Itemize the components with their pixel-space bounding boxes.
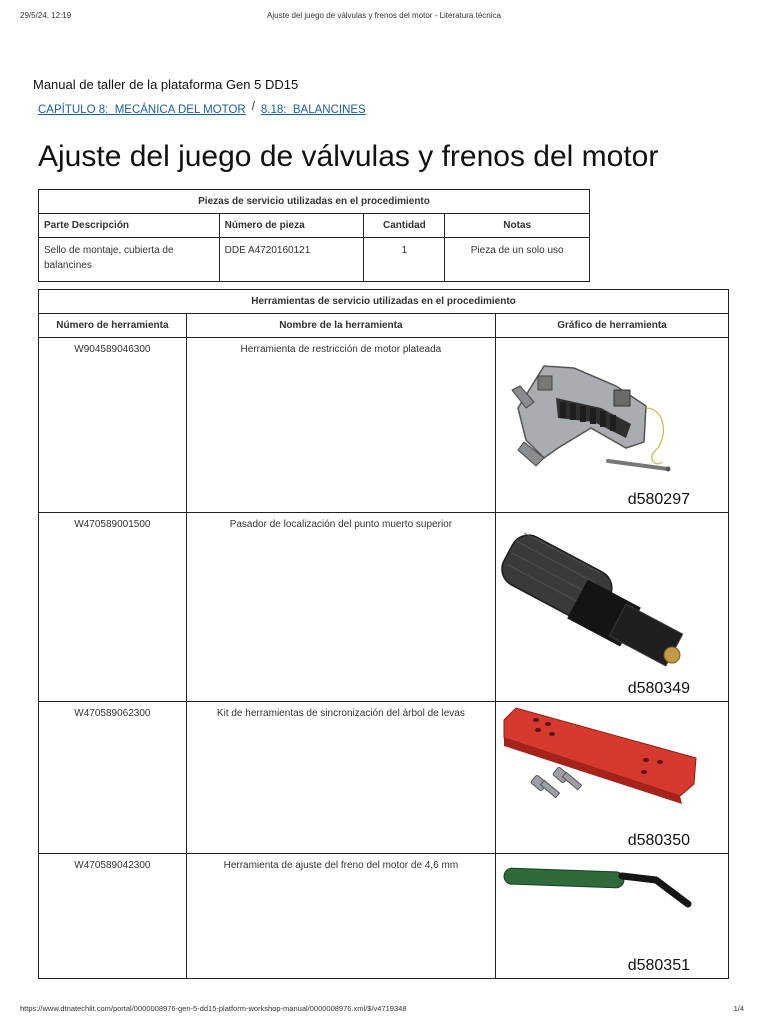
camshaft-timing-kit-image <box>496 702 727 853</box>
tool-name: Herramienta de ajuste del freno del motor de 4,6 mm <box>186 854 495 979</box>
table-row <box>39 338 729 513</box>
parts-table-caption: Piezas de servicio utilizadas en el procedimiento <box>39 190 590 214</box>
parts-table <box>38 189 590 282</box>
table-row <box>39 854 729 979</box>
breadcrumb-chapter-link[interactable] <box>38 104 246 116</box>
tools-header-number: Número de herramienta <box>39 314 187 338</box>
print-datetime: 29/5/24, 12:19 <box>20 11 72 20</box>
tool-graphic-code: d580351 <box>627 957 690 974</box>
engine-brake-adjust-tool-image <box>496 854 727 978</box>
parts-header-description: Parte Descripción <box>39 214 220 238</box>
breadcrumb <box>38 101 366 116</box>
breadcrumb-chapter-num: CAPÍTULO 8: <box>38 104 109 116</box>
tool-name: Pasador de localización del punto muerto superior <box>186 513 495 702</box>
tool-name: Herramienta de restricción de motor plateada <box>186 338 495 513</box>
manual-title: Manual de taller de la plataforma Gen 5 DD15 <box>33 77 299 92</box>
tool-number: W470589001500 <box>39 513 187 702</box>
print-url: https://www.dtnatechlit.com/portal/0000008976-gen-5-dd15-platform-workshop-manual/0000008976.xml/$/v4719348 <box>20 1004 407 1013</box>
tool-graphic <box>495 854 728 979</box>
parts-header-notes: Notas <box>445 214 590 238</box>
tool-number: W904589046300 <box>39 338 187 513</box>
breadcrumb-separator: / <box>251 101 255 113</box>
part-number: DDE A4720160121 <box>219 238 364 282</box>
tool-graphic <box>495 513 728 702</box>
parts-header-quantity: Cantidad <box>364 214 445 238</box>
print-page-number: 1/4 <box>733 1004 744 1013</box>
tools-header-graphic: Gráfico de herramienta <box>495 314 728 338</box>
tool-graphic-code: d580350 <box>627 832 690 849</box>
part-notes: Pieza de un solo uso <box>445 238 590 282</box>
page-title: Ajuste del juego de válvulas y frenos del motor <box>38 140 659 173</box>
breadcrumb-section-link[interactable] <box>261 104 366 116</box>
part-description: Sello de montaje, cubierta de balancines <box>39 238 220 282</box>
tools-table <box>38 289 729 979</box>
table-row <box>39 238 590 282</box>
part-quantity: 1 <box>364 238 445 282</box>
breadcrumb-section-name: BALANCINES <box>292 104 366 116</box>
table-row <box>39 513 729 702</box>
engine-restraint-tool-image <box>496 338 727 512</box>
tools-table-caption: Herramientas de servicio utilizadas en el procedimiento <box>39 290 729 314</box>
tool-graphic <box>495 338 728 513</box>
tool-graphic <box>495 702 728 854</box>
table-row <box>39 702 729 854</box>
tool-graphic-code: d580349 <box>627 680 690 697</box>
breadcrumb-chapter-name: MECÁNICA DEL MOTOR <box>114 104 246 116</box>
tools-header-name: Nombre de la herramienta <box>186 314 495 338</box>
tool-number: W470589042300 <box>39 854 187 979</box>
print-page-title: Ajuste del juego de válvulas y frenos del motor - Literatura técnica <box>267 11 501 20</box>
tool-graphic-code: d580297 <box>627 491 690 508</box>
breadcrumb-section-num: 8.18: <box>260 104 287 116</box>
tool-number: W470589062300 <box>39 702 187 854</box>
tool-name: Kit de herramientas de sincronización del árbol de levas <box>186 702 495 854</box>
parts-header-part-number: Número de pieza <box>219 214 364 238</box>
tdc-locating-pin-image <box>496 513 727 701</box>
